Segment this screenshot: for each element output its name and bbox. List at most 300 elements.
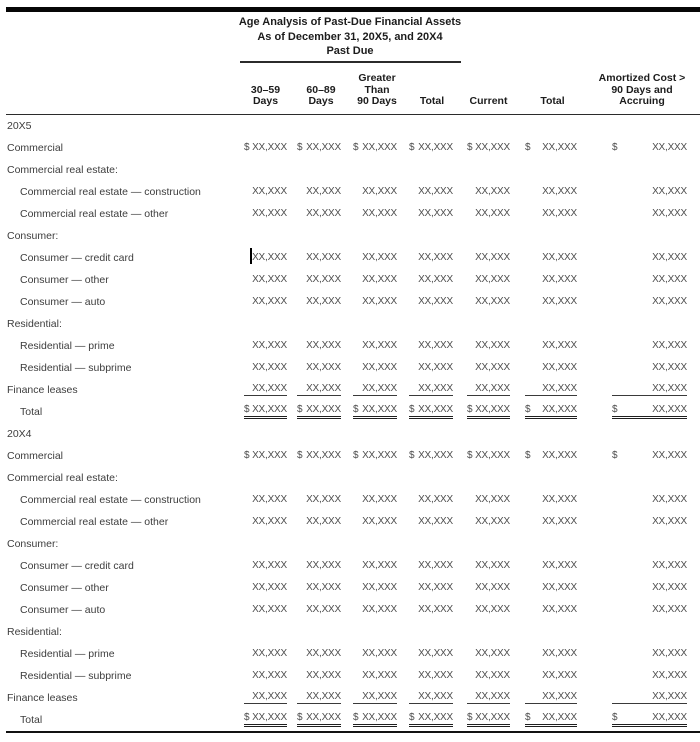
value-cell <box>455 665 512 687</box>
value-cell <box>343 313 399 335</box>
amount-placeholder: XX,XXX <box>418 185 453 197</box>
amount-placeholder: XX,XXX <box>475 141 510 153</box>
dollar-sign: $ <box>409 449 415 461</box>
dollar-sign: $ <box>353 449 359 461</box>
value-cell <box>242 335 289 357</box>
margin-cell <box>689 533 700 555</box>
amount-placeholder: XX,XXX <box>362 207 397 219</box>
amount-placeholder: XX,XXX <box>252 185 287 197</box>
value-cell <box>512 555 579 577</box>
value-cell <box>579 291 689 313</box>
amount-placeholder: XX,XXX <box>418 273 453 285</box>
dollar-sign: $ <box>525 404 531 415</box>
value-cell <box>579 313 689 335</box>
amount-placeholder: XX,XXX <box>362 515 397 527</box>
value-cell <box>455 225 512 247</box>
value-cell <box>242 709 289 731</box>
value-cell <box>579 643 689 665</box>
row-label: Total <box>20 713 43 726</box>
amount-placeholder: XX,XXX <box>652 251 687 263</box>
margin-cell <box>689 467 700 489</box>
amount-placeholder: XX,XXX <box>362 295 397 307</box>
value-cell <box>289 181 343 203</box>
value-cell <box>455 643 512 665</box>
value-cell <box>455 621 512 643</box>
amount-placeholder: XX,XXX <box>306 185 341 197</box>
value-cell <box>455 467 512 489</box>
amount-placeholder: XX,XXX <box>418 361 453 373</box>
value-cell <box>579 401 689 423</box>
amount-placeholder: XX,XXX <box>542 603 577 615</box>
amount-placeholder: XX,XXX <box>652 404 687 415</box>
value-cell <box>512 114 579 137</box>
amount-placeholder: XX,XXX <box>362 647 397 659</box>
table-row <box>6 357 700 379</box>
value-cell <box>579 467 689 489</box>
value-cell <box>289 137 343 159</box>
value-cell <box>289 643 343 665</box>
dollar-sign: $ <box>297 404 303 415</box>
row-label: Consumer — auto <box>20 603 106 616</box>
amount-placeholder: XX,XXX <box>652 493 687 505</box>
row-label: Commercial real estate — construction <box>20 185 201 198</box>
value-cell <box>399 313 455 335</box>
amount-placeholder: XX,XXX <box>252 251 287 263</box>
amount-placeholder: XX,XXX <box>475 559 510 571</box>
value-cell <box>579 203 689 225</box>
amount-placeholder: XX,XXX <box>475 273 510 285</box>
value-cell <box>242 159 289 181</box>
amount-placeholder: XX,XXX <box>652 361 687 373</box>
value-cell <box>455 357 512 379</box>
value-cell <box>399 423 455 445</box>
dollar-sign: $ <box>409 404 415 415</box>
row-label: Commercial real estate — other <box>20 207 169 220</box>
value-cell <box>343 335 399 357</box>
amount-placeholder: XX,XXX <box>306 581 341 593</box>
amount-placeholder: XX,XXX <box>475 647 510 659</box>
amount-placeholder: XX,XXX <box>418 493 453 505</box>
column-header-days-30-59: 30–59 Days <box>242 63 289 114</box>
value-cell <box>399 203 455 225</box>
value-cell <box>289 709 343 731</box>
table-row <box>6 181 700 203</box>
amount-placeholder: XX,XXX <box>252 361 287 373</box>
value-cell <box>343 423 399 445</box>
amount-placeholder: XX,XXX <box>306 361 341 373</box>
value-cell <box>343 445 399 467</box>
value-cell <box>512 643 579 665</box>
amount-placeholder: XX,XXX <box>475 251 510 263</box>
amount-placeholder: XX,XXX <box>542 141 577 153</box>
dollar-sign: $ <box>612 449 618 461</box>
value-cell <box>242 577 289 599</box>
amount-placeholder: XX,XXX <box>652 712 687 723</box>
amount-placeholder: XX,XXX <box>362 339 397 351</box>
amount-placeholder: XX,XXX <box>475 712 510 723</box>
amount-placeholder: XX,XXX <box>652 449 687 461</box>
amount-placeholder: XX,XXX <box>418 603 453 615</box>
amount-placeholder: XX,XXX <box>362 404 397 415</box>
value-cell <box>399 555 455 577</box>
amount-placeholder: XX,XXX <box>306 712 341 723</box>
amount-placeholder: XX,XXX <box>362 712 397 723</box>
value-cell <box>242 423 289 445</box>
amount-placeholder: XX,XXX <box>306 404 341 415</box>
amount-placeholder: XX,XXX <box>542 581 577 593</box>
margin-header <box>689 63 700 114</box>
value-cell <box>289 269 343 291</box>
amount-placeholder: XX,XXX <box>542 339 577 351</box>
value-cell <box>242 247 289 269</box>
value-cell <box>512 533 579 555</box>
value-cell <box>242 379 289 401</box>
table-row <box>6 599 700 621</box>
value-cell <box>343 401 399 423</box>
age-analysis-table <box>6 63 700 731</box>
amount-placeholder: XX,XXX <box>362 493 397 505</box>
value-cell <box>399 357 455 379</box>
value-cell <box>455 533 512 555</box>
value-cell <box>512 379 579 401</box>
value-cell <box>289 379 343 401</box>
amount-placeholder: XX,XXX <box>475 515 510 527</box>
dollar-sign: $ <box>467 141 473 153</box>
amount-placeholder: XX,XXX <box>362 273 397 285</box>
amount-placeholder: XX,XXX <box>542 559 577 571</box>
amount-placeholder: XX,XXX <box>475 603 510 615</box>
value-cell <box>343 159 399 181</box>
row-label: Commercial <box>7 449 64 462</box>
amount-placeholder: XX,XXX <box>306 295 341 307</box>
amount-placeholder: XX,XXX <box>252 647 287 659</box>
value-cell <box>579 114 689 137</box>
amount-placeholder: XX,XXX <box>652 515 687 527</box>
amount-placeholder: XX,XXX <box>542 515 577 527</box>
dollar-sign: $ <box>525 449 531 461</box>
amount-placeholder: XX,XXX <box>252 669 287 681</box>
amount-placeholder: XX,XXX <box>362 603 397 615</box>
value-cell <box>289 114 343 137</box>
value-cell <box>579 137 689 159</box>
value-cell <box>399 225 455 247</box>
amount-placeholder: XX,XXX <box>362 559 397 571</box>
value-cell <box>343 225 399 247</box>
value-cell <box>512 577 579 599</box>
value-cell <box>455 159 512 181</box>
dollar-sign: $ <box>353 141 359 153</box>
amount-placeholder: XX,XXX <box>252 449 287 461</box>
amount-placeholder: XX,XXX <box>418 404 453 415</box>
amount-placeholder: XX,XXX <box>542 273 577 285</box>
dollar-sign: $ <box>353 712 359 723</box>
value-cell <box>399 621 455 643</box>
dollar-sign: $ <box>353 404 359 415</box>
value-cell <box>512 225 579 247</box>
margin-cell <box>689 203 700 225</box>
margin-cell <box>689 247 700 269</box>
amount-placeholder: XX,XXX <box>542 251 577 263</box>
amount-placeholder: XX,XXX <box>542 207 577 219</box>
report-title-block <box>150 15 550 59</box>
value-cell <box>343 577 399 599</box>
margin-cell <box>689 665 700 687</box>
amount-placeholder: XX,XXX <box>542 493 577 505</box>
amount-placeholder: XX,XXX <box>652 141 687 153</box>
value-cell <box>399 335 455 357</box>
amount-placeholder: XX,XXX <box>362 361 397 373</box>
amount-placeholder: XX,XXX <box>542 449 577 461</box>
row-label: Residential — prime <box>20 339 115 352</box>
amount-placeholder: XX,XXX <box>418 647 453 659</box>
amount-placeholder: XX,XXX <box>652 185 687 197</box>
value-cell <box>512 489 579 511</box>
dollar-sign: $ <box>467 449 473 461</box>
amount-placeholder: XX,XXX <box>362 691 397 702</box>
margin-cell <box>689 159 700 181</box>
amount-placeholder: XX,XXX <box>542 383 577 394</box>
amount-placeholder: XX,XXX <box>652 581 687 593</box>
table-row <box>6 137 700 159</box>
column-header-days-60-89: 60–89 Days <box>289 63 343 114</box>
section-label: 20X5 <box>7 119 32 132</box>
value-cell <box>579 269 689 291</box>
table-row <box>6 423 700 445</box>
value-cell <box>512 709 579 731</box>
value-cell <box>399 247 455 269</box>
table-row <box>6 379 700 401</box>
dollar-sign: $ <box>409 141 415 153</box>
column-header-row <box>6 63 700 114</box>
value-cell <box>343 357 399 379</box>
value-cell <box>343 621 399 643</box>
column-header-current: Current <box>455 63 512 114</box>
amount-placeholder: XX,XXX <box>542 404 577 415</box>
table-row <box>6 687 700 709</box>
amount-placeholder: XX,XXX <box>652 339 687 351</box>
margin-cell <box>689 335 700 357</box>
column-header-greater-than-90-days: Greater Than 90 Days <box>343 63 399 114</box>
value-cell <box>289 225 343 247</box>
amount-placeholder: XX,XXX <box>252 559 287 571</box>
value-cell <box>455 114 512 137</box>
value-cell <box>512 203 579 225</box>
value-cell <box>242 665 289 687</box>
amount-placeholder: XX,XXX <box>252 339 287 351</box>
amount-placeholder: XX,XXX <box>252 404 287 415</box>
past-due-header: Past Due <box>326 45 374 57</box>
value-cell <box>343 687 399 709</box>
value-cell <box>399 137 455 159</box>
value-cell <box>455 379 512 401</box>
amount-placeholder: XX,XXX <box>362 449 397 461</box>
table-row <box>6 313 700 335</box>
value-cell <box>343 247 399 269</box>
amount-placeholder: XX,XXX <box>418 207 453 219</box>
value-cell <box>512 269 579 291</box>
table-row <box>6 709 700 731</box>
dollar-sign: $ <box>612 712 618 723</box>
amount-placeholder: XX,XXX <box>542 712 577 723</box>
value-cell <box>512 599 579 621</box>
amount-placeholder: XX,XXX <box>362 669 397 681</box>
value-cell <box>512 357 579 379</box>
value-cell <box>579 599 689 621</box>
value-cell <box>289 357 343 379</box>
value-cell <box>399 181 455 203</box>
margin-cell <box>689 401 700 423</box>
value-cell <box>289 599 343 621</box>
margin-cell <box>689 291 700 313</box>
amount-placeholder: XX,XXX <box>252 273 287 285</box>
column-header-past-due-total: Total <box>399 63 455 114</box>
value-cell <box>242 599 289 621</box>
value-cell <box>242 203 289 225</box>
value-cell <box>289 577 343 599</box>
row-label: Residential — subprime <box>20 669 132 682</box>
value-cell <box>399 665 455 687</box>
amount-placeholder: XX,XXX <box>652 295 687 307</box>
value-cell <box>579 511 689 533</box>
value-cell <box>343 643 399 665</box>
dollar-sign: $ <box>244 712 250 723</box>
value-cell <box>399 489 455 511</box>
dollar-sign: $ <box>612 404 618 415</box>
value-cell <box>242 489 289 511</box>
margin-cell <box>689 269 700 291</box>
value-cell <box>512 181 579 203</box>
margin-cell <box>689 445 700 467</box>
amount-placeholder: XX,XXX <box>475 185 510 197</box>
value-cell <box>289 203 343 225</box>
value-cell <box>579 445 689 467</box>
value-cell <box>579 379 689 401</box>
value-cell <box>343 555 399 577</box>
amount-placeholder: XX,XXX <box>252 383 287 394</box>
amount-placeholder: XX,XXX <box>418 141 453 153</box>
value-cell <box>399 379 455 401</box>
value-cell <box>512 687 579 709</box>
value-cell <box>399 445 455 467</box>
value-cell <box>455 313 512 335</box>
amount-placeholder: XX,XXX <box>252 712 287 723</box>
dollar-sign: $ <box>525 141 531 153</box>
value-cell <box>343 291 399 313</box>
value-cell <box>399 114 455 137</box>
value-cell <box>289 335 343 357</box>
amount-placeholder: XX,XXX <box>542 691 577 702</box>
margin-cell <box>689 114 700 137</box>
value-cell <box>289 489 343 511</box>
row-label: Residential: <box>7 625 62 638</box>
amount-placeholder: XX,XXX <box>475 669 510 681</box>
value-cell <box>242 621 289 643</box>
dollar-sign: $ <box>467 404 473 415</box>
amount-placeholder: XX,XXX <box>475 383 510 394</box>
value-cell <box>399 467 455 489</box>
value-cell <box>242 401 289 423</box>
row-label: Commercial real estate: <box>7 471 118 484</box>
value-cell <box>242 445 289 467</box>
amount-placeholder: XX,XXX <box>418 295 453 307</box>
table-row <box>6 467 700 489</box>
table-row <box>6 159 700 181</box>
row-label: Commercial real estate: <box>7 163 118 176</box>
margin-cell <box>689 709 700 731</box>
value-cell <box>343 511 399 533</box>
dollar-sign: $ <box>297 141 303 153</box>
value-cell <box>455 423 512 445</box>
amount-placeholder: XX,XXX <box>652 603 687 615</box>
amount-placeholder: XX,XXX <box>542 361 577 373</box>
table-row <box>6 225 700 247</box>
table-row <box>6 445 700 467</box>
value-cell <box>579 423 689 445</box>
value-cell <box>289 401 343 423</box>
margin-cell <box>689 225 700 247</box>
amount-placeholder: XX,XXX <box>418 581 453 593</box>
table-row <box>6 643 700 665</box>
amount-placeholder: XX,XXX <box>475 449 510 461</box>
value-cell <box>512 401 579 423</box>
amount-placeholder: XX,XXX <box>475 295 510 307</box>
value-cell <box>455 401 512 423</box>
value-cell <box>579 181 689 203</box>
amount-placeholder: XX,XXX <box>252 295 287 307</box>
value-cell <box>455 687 512 709</box>
table-row <box>6 203 700 225</box>
margin-cell <box>689 357 700 379</box>
table-row <box>6 335 700 357</box>
table-row <box>6 511 700 533</box>
amount-placeholder: XX,XXX <box>306 449 341 461</box>
amount-placeholder: XX,XXX <box>362 185 397 197</box>
value-cell <box>289 247 343 269</box>
value-cell <box>399 643 455 665</box>
amount-placeholder: XX,XXX <box>418 339 453 351</box>
value-cell <box>579 709 689 731</box>
margin-cell <box>689 577 700 599</box>
amount-placeholder: XX,XXX <box>542 295 577 307</box>
amount-placeholder: XX,XXX <box>475 581 510 593</box>
amount-placeholder: XX,XXX <box>475 339 510 351</box>
margin-cell <box>689 423 700 445</box>
row-label: Consumer — credit card <box>20 559 134 572</box>
value-cell <box>512 467 579 489</box>
row-label: Residential — subprime <box>20 361 132 374</box>
table-row <box>6 533 700 555</box>
value-cell <box>242 555 289 577</box>
value-cell <box>289 511 343 533</box>
amount-placeholder: XX,XXX <box>652 559 687 571</box>
value-cell <box>455 137 512 159</box>
margin-cell <box>689 379 700 401</box>
amount-placeholder: XX,XXX <box>475 207 510 219</box>
value-cell <box>512 291 579 313</box>
value-cell <box>343 269 399 291</box>
value-cell <box>512 445 579 467</box>
value-cell <box>343 181 399 203</box>
value-cell <box>512 335 579 357</box>
amount-placeholder: XX,XXX <box>252 581 287 593</box>
table-row <box>6 555 700 577</box>
value-cell <box>343 709 399 731</box>
amount-placeholder: XX,XXX <box>306 339 341 351</box>
value-cell <box>289 291 343 313</box>
report-title: Age Analysis of Past-Due Financial Assets <box>238 16 462 28</box>
value-cell <box>512 159 579 181</box>
value-cell <box>343 599 399 621</box>
